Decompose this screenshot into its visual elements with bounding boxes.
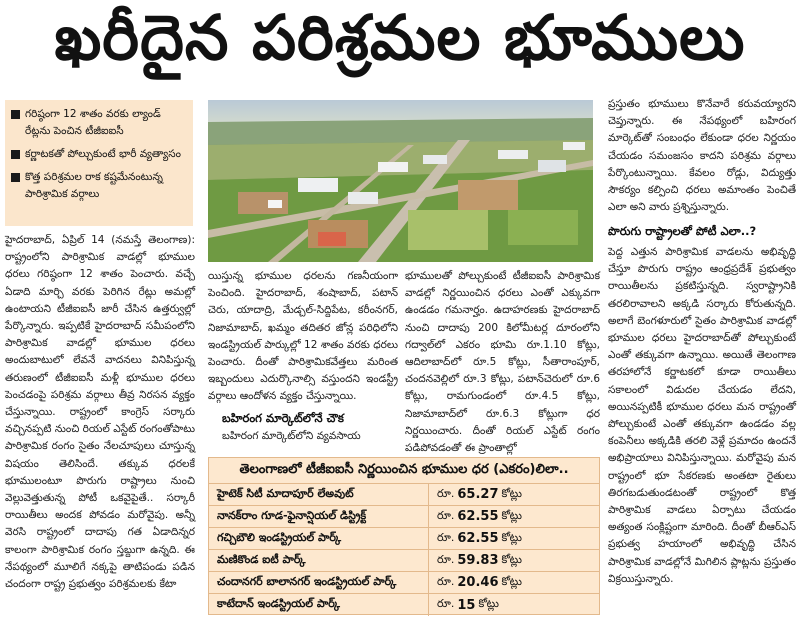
land-price-table	[208, 457, 600, 615]
highlight-item	[11, 169, 187, 203]
park-name: చందానగర్ బాలానగర్ ఇండస్ట్రియల్ పార్క్	[209, 572, 429, 593]
price-value: 65.27	[457, 487, 499, 502]
table-title: తెలంగాణలో టీజీఐఐసీ నిర్ణయించిన భూముల ధర (ఎకరం)లిలా..	[209, 458, 599, 484]
article-body: ప్రస్తుతం భూములు కొనేవారే కరువయ్యారని చెప్తున్నారు. ఈ నేపథ్యంలో బహిరంగ మార్కెట్‌తో సంబంధం లేకుండా ధరల నిర్ణయం చేయడం సమంజసం కాదని పరిశ్రమ వర్గాలు పేర్కొంటున్నాయి. కేవలం రోడ్లు, విద్యుత్తు సౌకర్యం కల్పించి ధరలు అమాంతం పెంచితే ఎలా అని వారు ప్రశ్నిస్తున్నారు.	[608, 98, 796, 214]
article-body: యిస్తున్న భూముల ధరలను గణనీయంగా పెంచింది. హైదరాబాద్, శంషాబాద్, పటాన్ చెరు, యాదాద్రి, మేడ్చల్-సిద్దిపేట, కరీంనగర్, నిజామాబాద్, ఖమ్మం తదితర జోన్ల పరిధిలోని ఇండస్ట్రియల్ పార్కుల్లో 12 శాతం వరకు ధరలు పెంచారు. దీంతో పారిశ్రామికవేత్తలు మరింత ఇబ్బందులు ఎదుర్కొనాల్సి వస్తుందని ఇండస్ట్రీ వర్గాలు ఆందోళన వ్యక్తం చేస్తున్నాయి.	[208, 270, 398, 403]
currency-prefix: రూ.	[437, 552, 455, 566]
price-unit: కోట్లు	[501, 508, 522, 522]
table-row	[209, 528, 599, 550]
table-row	[209, 550, 599, 572]
article-body: పెద్ద ఎత్తున పారిశ్రామిక వాడలను అభివృద్ధి చేస్తూ పొరుగు రాష్ట్రం ఆంధ్రప్రదేశ్ ప్రభుత్వం రాయితీలను ప్రకటిస్తున్నది. స్వరాష్ట్రానికి తరలిరావాలని అక్కడి సర్కారు కోరుతున్నది. అలాగే బెంగళూరులో సైతం పారిశ్రామిక వాడల్లో భూముల ధరలు హైదరాబాద్‌తో పోల్చుకుంటే ఎంతో తక్కువగా ఉన్నాయి. అయితే తెలంగాణ తరహాలోనే కర్ణాటకలో కూడా రాయితీలు సకాలంలో విడుదల చేయడం లేదని, అయినప్పటికీ భూముల ధరలు మన రాష్ట్రంతో పోల్చుకుంటే ఎంతో తక్కువగా ఉండడం వల్ల కంపెనీలు అక్కడికి తరలి వెళ్లే ప్రమాదం ఉందనే అభిప్రాయాలు వినిపిస్తున్నాయి. మరోవైపు మన రాష్ట్రంలో భూ సేకరణకు అంతటా రైతులు తిరగబడుతుండటంతో రాష్ట్రంలో కొత్త పారిశ్రామిక వాడలు ఏర్పాటు చేయడం అత్యంత సంక్లిష్టంగా మారింది. దీంతో బీఆర్ఎస్ ప్రభుత్వ హయాంలో అభివృద్ధి చేసిన పారిశ్రామిక వాడల్లోనే మిగిలిన ప్లాట్లను ప్రస్తుతం విక్రయిస్తున్నారు.	[608, 246, 796, 585]
page-title: ఖరీదైన పరిశ్రమల భూములు	[54, 1, 746, 74]
price-unit: కోట్లు	[501, 574, 522, 588]
price-cell	[429, 484, 599, 505]
highlight-item	[11, 106, 187, 140]
table-row	[209, 572, 599, 594]
park-name: మణికొండ ఐటీ పార్క్	[209, 550, 429, 571]
currency-prefix: రూ.	[437, 597, 455, 610]
park-name: హైటెక్ సిటీ మాదాపూర్ లేఅవుట్	[209, 484, 429, 505]
price-cell	[429, 572, 599, 593]
park-name: గచ్చిబౌలి ఇండస్ట్రియల్ పార్క్	[209, 528, 429, 549]
article-column-2	[208, 268, 398, 403]
price-value: 59.83	[457, 553, 499, 568]
highlight-text: గరిష్ఠంగా 12 శాతం వరకు ల్యాండ్ రేట్లను పెంచిన టీజీఐఐసీ	[25, 108, 161, 137]
article-body: బహిరంగ మార్కెట్‌లోని వ్యవసాయ	[222, 430, 361, 442]
article-column-4	[608, 96, 796, 214]
table-row	[209, 594, 599, 616]
highlights-box	[5, 100, 193, 226]
highlight-text: కర్ణాటకతో పోల్చుకుంటే భారీ వ్యత్యాసం	[25, 148, 181, 160]
article-column-4b	[608, 244, 796, 614]
industrial-park-aerial-photo	[208, 100, 593, 262]
price-value: 15	[457, 597, 476, 613]
bullet-square-icon	[11, 173, 20, 182]
price-cell	[429, 528, 599, 549]
article-body: హైదరాబాద్, ఏప్రిల్ 14 (నమస్తే తెలంగాణ): రాష్ట్రంలోని పారిశ్రామిక వాడల్లో భూముల ధరలు గరిష్ఠంగా 12 శాతం పెంచారు. వచ్చే ఏడాది మార్చి వరకు పెరిగిన రేట్లు అమల్లో ఉంటాయని టీజీఐఐసీ జారీ చేసిన ఉత్తర్వుల్లో పేర్కొన్నారు. ఇప్పటికే హైదరాబాద్ సమీపంలోని పారిశ్రామిక వాడల్లో భూముల ధరలు అందుబాటులో లేవనే వాదనలు వినిపిస్తున్న తరుణంలో టీజీఐఐసీ మళ్లీ భూముల ధరలు పెంచడంపై పరిశ్రమ వర్గాలు తీవ్ర నిరసన వ్యక్తం చేస్తున్నాయి. రాష్ట్రంలో కాంగ్రెస్ సర్కారు వచ్చినప్పటి నుంచి రియల్ ఎస్టేట్ రంగంతోపాటు పారిశ్రామిక రంగం సైతం నేలచూపులు చూస్తున్న విషయం తెలిసిందే. తక్కువ ధరలకే భూములంటూ పొరుగు రాష్ట్రాలు నుంచి వెల్లువెత్తుతున్న పోటీ ఒకవైపైతే.. సర్కారీ రాయితీలు అందక పోవడం మరోవైపు. అన్నీ వెరసి రాష్ట్రంలో దాదాపు గత ఏడాదిన్నర కాలంగా పారిశ్రామిక రంగం స్తబ్దుగా ఉన్నది. ఈ నేపథ్యంలో మూలిగే నక్కపై తాటిపండు పడిన చందంగా రాష్ట్ర ప్రభుత్వం పరిశ్రమలకు కేటా	[5, 234, 195, 591]
price-value: 62.55	[457, 531, 499, 546]
currency-prefix: రూ.	[437, 486, 455, 500]
article-column-3	[405, 268, 600, 455]
price-cell	[429, 550, 599, 571]
bullet-square-icon	[11, 110, 20, 119]
park-name: కాటేదాన్ ఇండస్ట్రియల్ పార్క్	[209, 594, 429, 616]
highlight-text: కొత్త పరిశ్రమల రాక కష్టమేనంటున్న పారిశ్రామిక వర్గాలు	[25, 171, 163, 200]
price-unit: కోట్లు	[478, 597, 499, 610]
park-name: నానక్‌రాం గూడ-ఫైనాన్షియల్ డిస్ట్రిక్ట్	[209, 506, 429, 527]
price-value: 20.46	[457, 575, 499, 590]
price-cell	[429, 506, 599, 527]
section-subhead: పొరుగు రాష్ట్రాలతో పోటీ ఎలా..?	[608, 224, 757, 238]
price-unit: కోట్లు	[501, 552, 522, 566]
bullet-square-icon	[11, 150, 20, 159]
section-subhead: బహిరంగ మార్కెట్‌లోనే చౌక	[222, 411, 344, 425]
price-unit: కోట్లు	[501, 530, 522, 544]
currency-prefix: రూ.	[437, 530, 455, 544]
article-column-1	[5, 232, 195, 614]
price-unit: కోట్లు	[501, 486, 522, 500]
currency-prefix: రూ.	[437, 574, 455, 588]
price-cell	[429, 594, 599, 616]
table-row	[209, 506, 599, 528]
article-column-2b	[222, 428, 402, 446]
table-row	[209, 484, 599, 506]
article-body: భూములతో పోల్చుకుంటే టీజీఐఐసీ పారిశ్రామిక వాడల్లో నిర్ణయించిన ధరలు ఎంతో ఎక్కువగా ఉండడం గమనార్హం. ఉదాహరణకు హైదరాబాద్ నుంచి దాదాపు 200 కిలోమీటర్ల దూరంలోని గద్వాల్‌లో ఎకరం భూమి రూ.1.10 కోట్లు, ఆదిలాబాద్‌లో రూ.5 కోట్లు, సీతారాంపూర్, చందనవెల్లిలో రూ.3 కోట్లు, పటాన్‌చెరులో రూ.6 కోట్లు, రామగుండంలో రూ.4.5 కోట్లు, నిజామాబాద్‌లో రూ.6.3 కోట్లుగా ధర నిర్ణయించారు. దీంతో రియల్ ఎస్టేట్ రంగం పడిపోవడంతో ఈ ప్రాంతాల్లో	[405, 270, 600, 455]
price-value: 62.55	[457, 509, 499, 524]
highlight-item	[11, 146, 187, 163]
currency-prefix: రూ.	[437, 508, 455, 522]
